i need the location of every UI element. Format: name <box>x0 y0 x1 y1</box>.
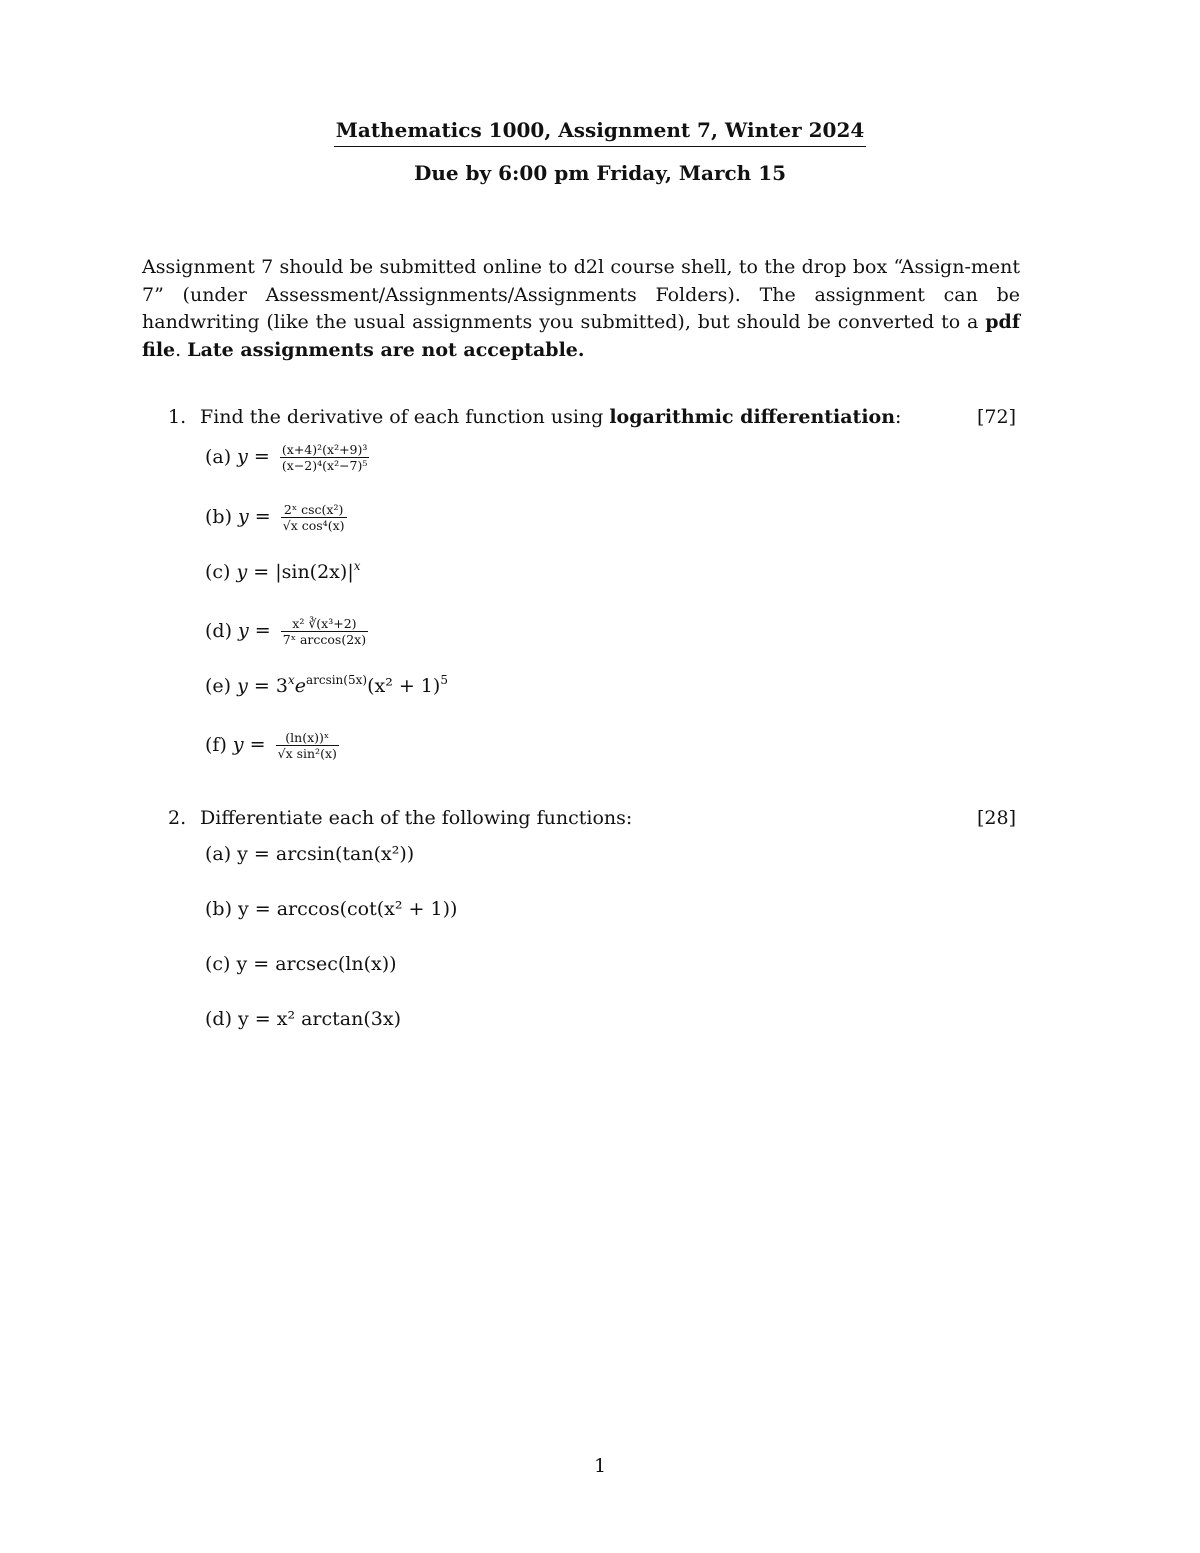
part-term-1: 3 <box>275 675 288 697</box>
question-2-points: [28] <box>976 807 1016 829</box>
q1-part-a <box>205 443 369 472</box>
part-term-2-exponent: arcsin(5x) <box>305 673 368 687</box>
part-term-2: e <box>294 675 306 697</box>
part-label: (c) <box>205 561 231 583</box>
fraction-numerator: (ln(x))ˣ <box>276 731 339 746</box>
part-label: (d) <box>205 619 232 642</box>
question-2-heading <box>168 807 1020 829</box>
part-lhs: y = <box>238 505 271 528</box>
part-label: (b) <box>205 898 232 920</box>
intro-bold-pdf: pdf file <box>142 311 1020 361</box>
part-label: (c) <box>205 953 231 975</box>
part-label: (e) <box>205 675 232 697</box>
part-lhs: y = <box>232 733 266 756</box>
fraction <box>281 617 368 646</box>
question-1-number: 1. <box>168 406 187 428</box>
part-lhs: y = <box>238 619 271 642</box>
question-1-heading <box>168 406 1020 428</box>
part-exponent: x <box>353 559 361 573</box>
part-label: (a) <box>205 843 232 865</box>
fraction <box>281 503 347 532</box>
intro-bold-late: Late assignments are not acceptable. <box>187 338 585 361</box>
question-1-prompt-bold: logarithmic differentiation <box>609 406 896 428</box>
question-1-prompt: Find the derivative of each function using <box>200 406 610 428</box>
fraction <box>280 443 370 472</box>
fraction <box>276 731 339 760</box>
q2-part-d <box>205 1008 401 1030</box>
fraction-numerator: (x+4)²(x²+9)³ <box>281 442 368 457</box>
fraction-denominator: √x sin²(x) <box>277 746 337 761</box>
part-lhs: y = <box>237 675 270 697</box>
q1-part-e <box>205 675 448 697</box>
q1-part-b <box>205 503 347 532</box>
part-term-3: (x² + 1) <box>367 675 441 697</box>
fraction-numerator: 2ˣ csc(x²) <box>281 503 347 518</box>
document-title <box>0 118 1200 147</box>
part-expression: y = arcsin(tan(x²)) <box>237 843 415 865</box>
part-label: (a) <box>205 445 232 468</box>
part-expression: y = arccos(cot(x² + 1)) <box>238 898 458 920</box>
part-label: (d) <box>205 1008 232 1030</box>
fraction-denominator: √x cos⁴(x) <box>282 518 345 533</box>
intro-text: Assignment 7 should be submitted online to d2l course shell, to the drop box “Assign-ment 7” (under Assessment/Assignments/Assignments Folders). The assignment can be handwriting (like the usual assignments you submitted), but should be converted to a <box>142 256 1020 333</box>
fraction-numerator: x² ∛(x³+2) <box>281 617 368 632</box>
part-expression: y = x² arctan(3x) <box>238 1008 401 1030</box>
page-number: 1 <box>593 1455 607 1477</box>
question-2-number: 2. <box>168 807 187 829</box>
part-label: (b) <box>205 505 232 528</box>
fraction-denominator: 7ˣ arccos(2x) <box>282 632 367 647</box>
intro-dot: . <box>175 338 188 361</box>
part-lhs: y = <box>236 561 270 583</box>
intro-paragraph <box>142 254 1020 364</box>
q1-part-f <box>205 731 339 760</box>
part-term-1-exponent: x <box>287 673 295 687</box>
fraction-denominator: (x−2)⁴(x²−7)⁵ <box>281 458 368 473</box>
part-label: (f) <box>205 733 227 756</box>
title-text: Mathematics 1000, Assignment 7, Winter 2024 <box>334 118 867 147</box>
part-expression: y = arcsec(ln(x)) <box>236 953 397 975</box>
part-term-3-exponent: 5 <box>440 673 448 687</box>
q2-part-c <box>205 953 397 975</box>
due-date: Due by 6:00 pm Friday, March 15 <box>413 161 787 185</box>
q2-part-a <box>205 843 414 865</box>
part-lhs: y = <box>237 445 270 468</box>
q1-part-c <box>205 561 361 583</box>
question-1-points: [72] <box>976 406 1016 428</box>
question-1-prompt-end: : <box>895 406 902 428</box>
part-expression: |sin(2x)| <box>275 561 354 583</box>
q1-part-d <box>205 617 368 646</box>
question-2-prompt: Differentiate each of the following functions: <box>200 807 633 829</box>
q2-part-b <box>205 898 457 920</box>
